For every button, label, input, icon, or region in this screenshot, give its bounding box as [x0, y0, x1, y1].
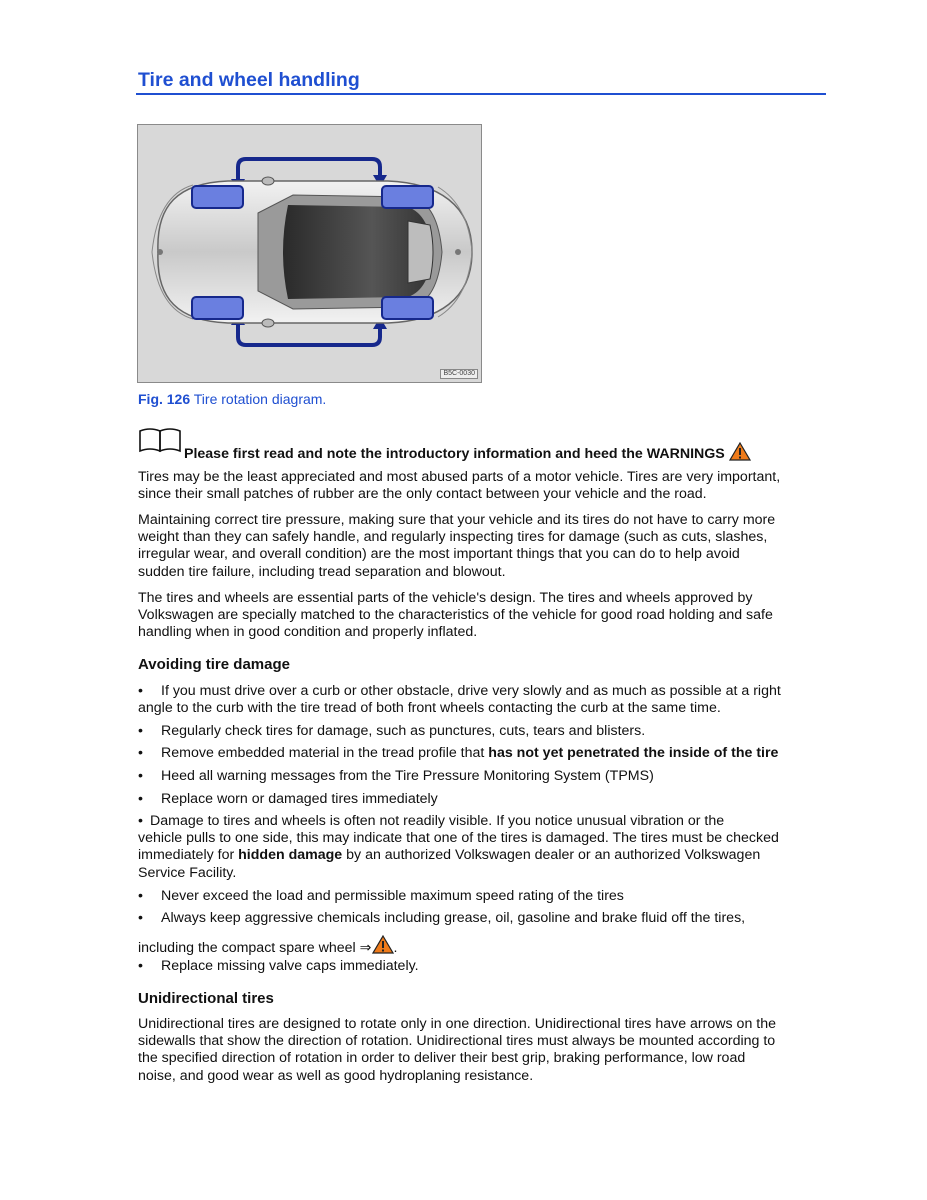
- car-top-view-illustration: [138, 125, 481, 382]
- bullet-text-bold: has not yet penetrated the inside of the tire: [488, 745, 779, 761]
- text-line: irregular wear, and overall condition) are the most important things that you can do to help avoid: [138, 546, 740, 563]
- text-line: since their small patches of rubber are the only contact between your vehicle and the road.: [138, 486, 707, 503]
- bullet-item: [138, 813, 830, 882]
- bullet-item: [138, 768, 830, 785]
- bullet-text: .: [393, 940, 398, 956]
- text-line: sudden tire failure, including tread separation and blowout.: [138, 563, 506, 580]
- bullet-text: Damage to tires and wheels is often not readily visible. If you notice unusual vibration or the: [150, 813, 725, 829]
- intro-paragraph-1: [138, 469, 830, 503]
- bullet-text: Service Facility.: [138, 864, 237, 881]
- bullet-dot: •: [138, 958, 143, 974]
- bullet-text: angle to the curb with the tire tread of both front wheels contacting the curb at the same time.: [138, 700, 721, 717]
- unidirectional-paragraph: [138, 1016, 830, 1085]
- bullet-dot: •: [138, 745, 143, 761]
- bullet-text-bold: hidden damage: [238, 847, 343, 864]
- figure-caption-text: Tire rotation diagram.: [190, 391, 327, 407]
- text-line: Volkswagen are specially matched to the characteristics of the vehicle for good road holding and safe: [138, 607, 773, 624]
- text-line: Tires may be the least appreciated and most abused parts of a motor vehicle. Tires are very important,: [138, 469, 781, 485]
- bullet-item-continuation: [138, 935, 830, 957]
- bullet-dot: •: [138, 910, 143, 926]
- title-divider: [136, 93, 826, 95]
- bullet-item: [138, 888, 830, 905]
- page-title: Tire and wheel handling: [138, 69, 360, 91]
- warning-triangle-icon: [729, 442, 751, 461]
- bullet-text: Regularly check tires for damage, such as punctures, cuts, tears and blisters.: [161, 723, 646, 739]
- bullet-dot: •: [138, 723, 143, 739]
- notice-line: [138, 427, 828, 462]
- bullet-text: by an authorized Volkswagen dealer or an authorized Volkswagen: [342, 847, 761, 864]
- book-icon: [138, 427, 184, 453]
- section-heading-avoiding: Avoiding tire damage: [138, 656, 290, 673]
- bullet-dot: •: [138, 791, 143, 807]
- notice-text: Please first read and note the introductory information and heed the WARNINGS: [184, 446, 725, 462]
- bullet-text: Remove embedded material in the tread profile that: [161, 745, 489, 761]
- tire-rotation-figure: [137, 124, 482, 383]
- bullet-dot: •: [138, 683, 143, 699]
- bullet-item: [138, 745, 830, 762]
- bullet-dot: •: [138, 813, 143, 829]
- bullet-text: vehicle pulls to one side, this may indicate that one of the tires is damaged. The tires must be checked: [138, 830, 779, 847]
- text-line: Maintaining correct tire pressure, making sure that your vehicle and its tires do not have to carry more: [138, 512, 776, 528]
- bullet-dot: •: [138, 888, 143, 904]
- figure-code: B5C-0030: [440, 369, 478, 379]
- bullet-item: [138, 958, 830, 975]
- bullet-item: [138, 791, 830, 808]
- text-line: handling when in good condition and properly inflated.: [138, 624, 478, 641]
- figure-caption: [138, 391, 326, 408]
- bullet-dot: •: [138, 768, 143, 784]
- text-line: sidewalls that show the direction of rotation. Unidirectional tires must always be mounted according to: [138, 1033, 776, 1050]
- text-line: Unidirectional tires are designed to rotate only in one direction. Unidirectional tires have arrows on the: [138, 1016, 776, 1032]
- bullet-item: [138, 683, 830, 717]
- bullet-text: Replace missing valve caps immediately.: [161, 958, 419, 974]
- figure-label: Fig. 126: [138, 391, 191, 407]
- section-heading-unidirectional: Unidirectional tires: [138, 990, 274, 1007]
- bullet-text: Always keep aggressive chemicals including grease, oil, gasoline and brake fluid off the tires,: [161, 910, 746, 926]
- text-line: the specified direction of rotation in order to deliver their best grip, braking performance, low road: [138, 1050, 746, 1067]
- warning-triangle-icon[interactable]: [372, 935, 394, 954]
- text-line: weight than they can safely handle, and regularly inspecting tires for damage (such as cuts, slashes,: [138, 529, 768, 546]
- bullet-text: Replace worn or damaged tires immediately: [161, 791, 438, 807]
- intro-paragraph-3: [138, 590, 830, 642]
- bullet-text: Never exceed the load and permissible maximum speed rating of the tires: [161, 888, 624, 904]
- intro-paragraph-2: [138, 512, 830, 581]
- bullet-text: If you must drive over a curb or other obstacle, drive very slowly and as much as possible at a right: [161, 683, 781, 699]
- bullet-text: immediately for: [138, 847, 239, 864]
- text-line: noise, and good wear as well as good hydroplaning resistance.: [138, 1067, 534, 1084]
- notice-text-wrap: [184, 442, 751, 463]
- bullet-item: [138, 910, 830, 927]
- bullet-item: [138, 723, 830, 740]
- bullet-text: Heed all warning messages from the Tire Pressure Monitoring System (TPMS): [161, 768, 654, 784]
- bullet-text: including the compact spare wheel ⇒: [138, 940, 372, 956]
- text-line: The tires and wheels are essential parts of the vehicle's design. The tires and wheels approved by: [138, 590, 753, 606]
